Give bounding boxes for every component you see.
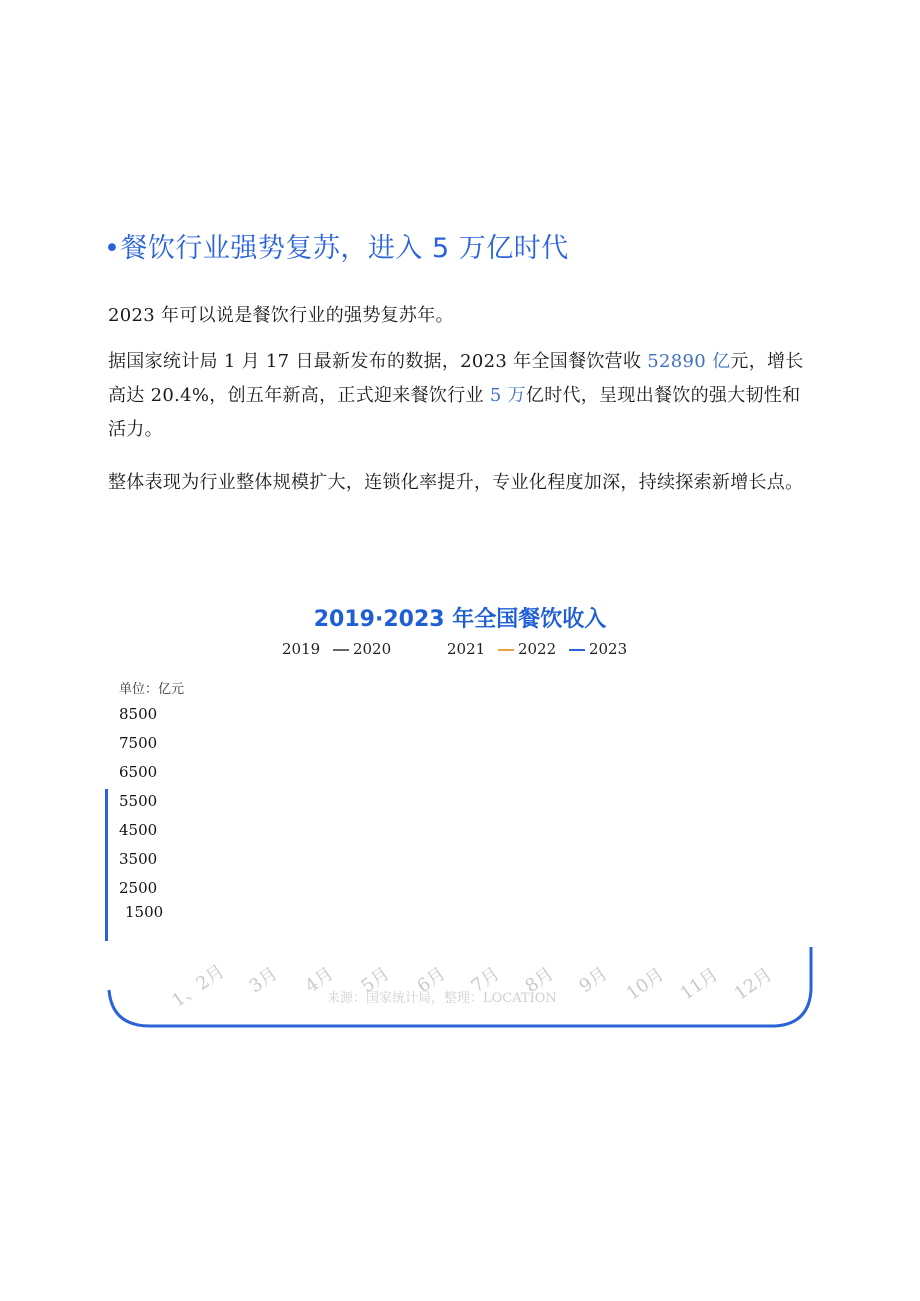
- legend-2020: 2020: [352, 640, 392, 658]
- x-tick-dec: 12月: [730, 963, 777, 1005]
- y-tick-6500: 6500: [119, 763, 158, 781]
- y-tick-7500: 7500: [119, 734, 158, 752]
- x-tick-jun: 6月: [413, 963, 450, 998]
- paragraph-data-part3: 亿时代，呈现出餐饮的强大韧性和活力。: [108, 385, 801, 440]
- legend-2019: 2019: [282, 640, 321, 658]
- x-tick-mar: 3月: [245, 963, 282, 998]
- section-heading: •餐饮行业强势复苏，进入 5 万亿时代: [104, 233, 569, 264]
- x-tick-sep: 9月: [575, 963, 612, 998]
- x-tick-may: 5月: [357, 963, 394, 998]
- y-tick-3500: 3500: [119, 850, 158, 868]
- revenue-highlight: 52890 亿: [647, 351, 731, 372]
- legend-2021: 2021: [447, 640, 486, 658]
- paragraph-data-part2: 元，增长高达 20.4%，创五年新高，正式迎来餐饮行业: [108, 351, 804, 406]
- paragraph-intro: 2023 年可以说是餐饮行业的强势复苏年。: [108, 305, 454, 326]
- x-tick-nov: 11月: [676, 963, 723, 1005]
- legend-2023: 2023: [588, 640, 628, 658]
- y-tick-2500: 2500: [119, 879, 158, 897]
- y-tick-5500: 5500: [119, 792, 158, 810]
- five-wan-highlight: 5 万: [489, 385, 526, 406]
- legend-2022: 2022: [517, 640, 557, 658]
- source-note: 来源：国家统计局，整理：LOCATION: [327, 991, 557, 1006]
- x-tick-jul: 7月: [467, 963, 504, 998]
- x-tick-aug: 8月: [521, 963, 558, 998]
- y-tick-4500: 4500: [119, 821, 158, 839]
- x-tick-jan-feb: 1、2月: [168, 960, 229, 1012]
- x-tick-apr: 4月: [301, 963, 338, 998]
- paragraph-data-part1: 据国家统计局 1 月 17 日最新发布的数据，2023 年全国餐饮营收: [108, 351, 648, 372]
- paragraph-summary: 整体表现为行业整体规模扩大，连锁化率提升，专业化程度加深，持续探索新增长点。: [108, 472, 804, 493]
- unit-label: 单位：亿元: [119, 682, 185, 697]
- y-tick-8500: 8500: [119, 705, 158, 723]
- y-tick-1500: 1500: [125, 903, 164, 921]
- x-tick-oct: 10月: [622, 963, 669, 1005]
- chart-title: 2019·2023 年全国餐饮收入: [313, 607, 607, 632]
